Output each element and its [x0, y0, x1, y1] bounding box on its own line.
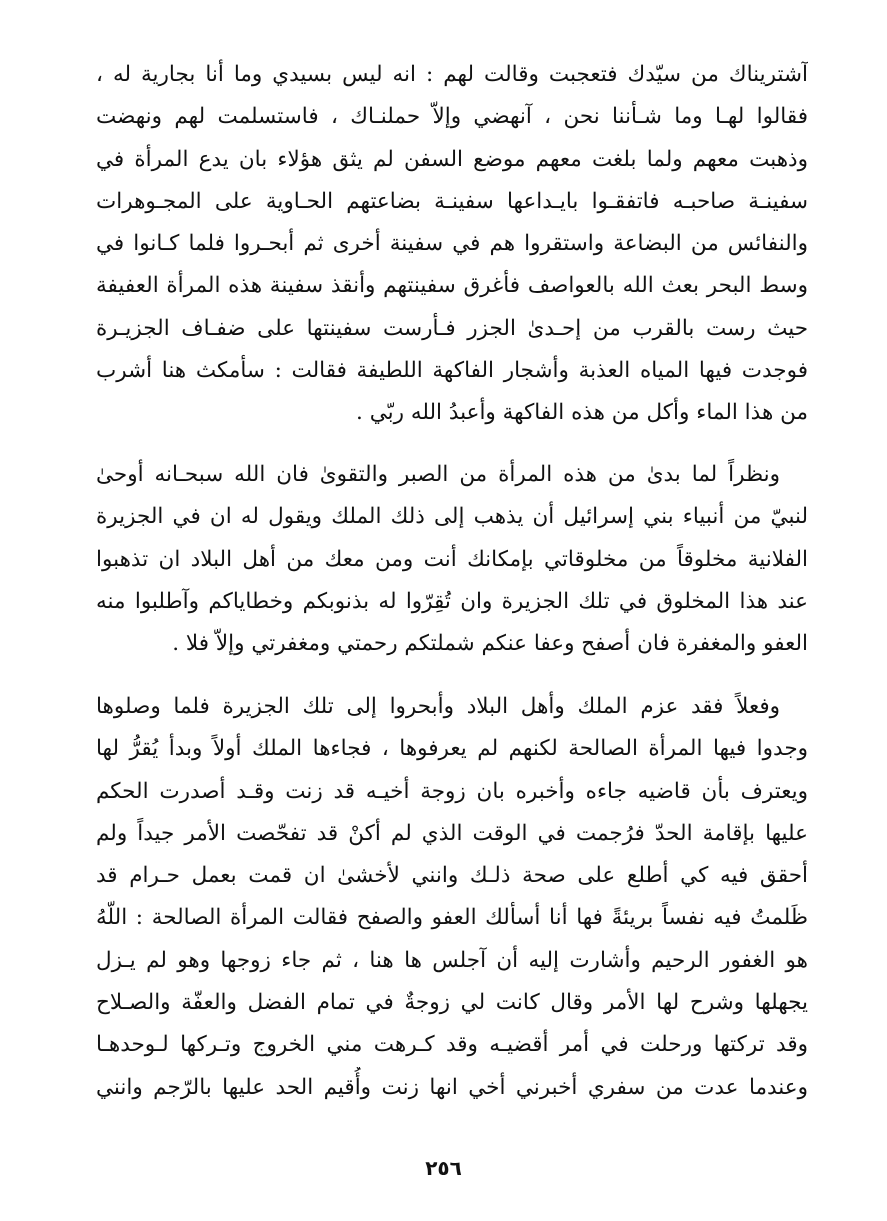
text-line: لنبيّ من أنبياء بني إسرائيل أن يذهب إلى ذلك الملك ويقول له ان في الجزيرة: [96, 504, 808, 530]
text-line: وفعلاً فقد عزم الملك وأهل البلاد وأبحروا إلى تلك الجزيرة فلما وصلوها: [96, 694, 780, 719]
text-line: هو الغفور الرحيم وأشارت إليه أن آجلس ها هنا ، ثم جاء زوجها وهو لم يـزل: [96, 947, 808, 973]
text-line: من هذا الماء وأكل من هذه الفاكهة وأعبدُ الله ربّي .: [356, 400, 808, 426]
text-line: وقد تركتها ورحلت في أمر أقضيـه وقد كـرهت مني الخروج وتـركها لـوحدهـا: [96, 1032, 808, 1058]
page-number: ٢٥٦: [425, 1156, 462, 1180]
text-line: آشتريناك من سيّدك فتعجبت وقالت لهم : انه ليس بسيدي وما أنا بجارية له ،: [96, 62, 808, 87]
text-line: ويعترف بأن قاضيه جاءه وأخبره بان زوجة أخيـه قد زنت وقـد أصدرت الحكم: [96, 778, 808, 804]
paragraph-3: [96, 686, 808, 1109]
text-line: وجدوا فيها المرأة الصالحة لكنهم لم يعرفوها ، فجاءها الملك أولاً وبدأ يُقرُّ لها: [96, 736, 808, 762]
text-line: وذهبت معهم ولما بلغت معهم موضع السفن لم يثق هؤلاء بان يدع المرأة في: [96, 146, 808, 172]
text-line: العفو والمغفرة فان أصفح وعفا عنكم شملتكم رحمتي ومغفرتي وإلاّ فلا .: [172, 631, 808, 657]
text-line: ونظراً لما بدىٰ من هذه المرأة من الصبر والتقوىٰ فان الله سبحـانه أوحىٰ: [96, 462, 780, 487]
text-line: وسط البحر بعث الله بالعواصف فأغرق سفينتهم وأنقذ سفينة هذه المرأة العفيفة: [96, 273, 808, 299]
paragraph-2: [96, 454, 808, 665]
text-line: عليها بإقامة الحدّ فرُجمت في الوقت الذي لم أكنْ قد تفحّصت الأمر جيداً ولم: [96, 820, 808, 846]
text-line: فقالوا لهـا وما شـأننا نحن ، آنهضي وإلاّ حملنـاك ، فاستسلمت لهم ونهضت: [96, 104, 808, 130]
text-line: والنفائس من البضاعة واستقروا هم في سفينة أخرى ثم أبحـروا فلما كـانوا في: [96, 231, 808, 257]
text-line: أحقق فيه كي أطلع على صحة ذلـك وانني لأخشىٰ ان قمت بعمل حـرام قد: [96, 863, 808, 889]
text-line: فوجدت فيها المياه العذبة وأشجار الفاكهة اللطيفة فقالت : سأمكث هنا أشرب: [96, 358, 808, 384]
text-line: عند هذا المخلوق في تلك الجزيرة وان تُقِرّوا له بذنوبكم وخطاياكم وآطلبوا منه: [96, 588, 808, 614]
text-line: الفلانية مخلوقاً من مخلوقاتي بإمكانك أنت ومن معك من أهل البلاد ان تذهبوا: [96, 546, 808, 572]
paragraph-1: [96, 54, 808, 435]
text-line: وعندما عدت من سفري أخبرني أخي انها زنت وأُقيم الحد عليها بالرّجم وانني: [96, 1074, 808, 1100]
text-line: حيث رست بالقرب من إحـدىٰ الجزر فـأرست سفينتها على ضفـاف الجزيـرة: [96, 315, 808, 341]
text-line: سفينـة صاحبـه فاتفقـوا بايـداعها سفينـة بضاعتهم الحـاوية على المجـوهرات: [96, 188, 808, 214]
text-line: يجهلها وشرح لها الأمر وقال كانت لي زوجةٌ في تمام الفضل والعفّة والصـلاح: [96, 990, 808, 1016]
text-line: ظَلمتُ فيه نفساً بريئةً فها أنا أسألك العفو والصفح فقالت المرأة الصالحة : اللّهُ: [96, 905, 808, 931]
